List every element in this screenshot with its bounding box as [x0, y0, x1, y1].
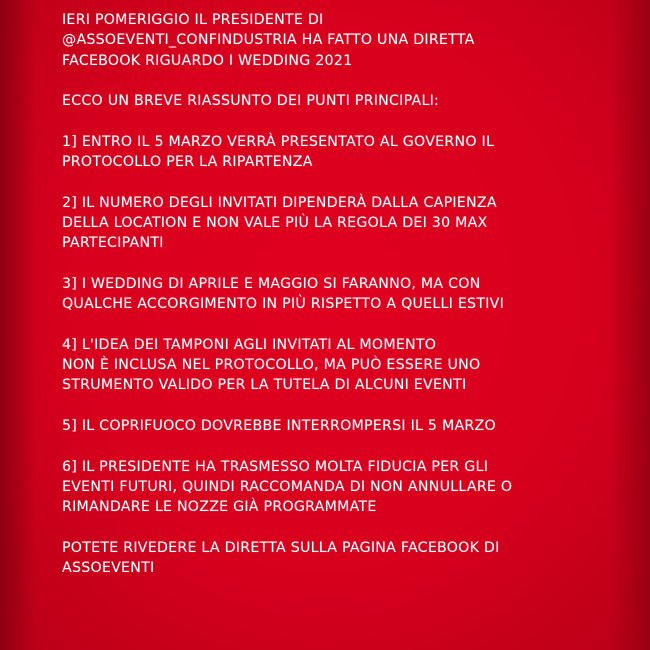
announcement-text	[62, 10, 602, 578]
intro-paragraph: IERI POMERIGGIO IL PRESIDENTE DI @ASSOEVENTI_CONFINDUSTRIA HA FATTO UNA DIRETTA FACEBOOK RIGUARDO I WEDDING 2021	[62, 12, 475, 69]
point-3: 3] I WEDDING DI APRILE E MAGGIO SI FARANNO, MA CON QUALCHE ACCORGIMENTO IN PIÙ RISPETTO A QUELLI ESTIVI	[62, 275, 505, 313]
summary-heading: ECCO UN BREVE RIASSUNTO DEI PUNTI PRINCIPALI:	[62, 93, 440, 110]
point-6: 6] IL PRESIDENTE HA TRASMESSO MOLTA FIDUCIA PER GLI EVENTI FUTURI, QUINDI RACCOMANDA DI NON ANNULLARE O RIMANDARE LE NOZZE GIÀ PROGRAMMATE	[62, 458, 513, 516]
point-4: 4] L'IDEA DEI TAMPONI AGLI INVITATI AL MOMENTO NON È INCLUSA NEL PROTOCOLLO, MA PUÒ ESSERE UNO STRUMENTO VALIDO PER LA TUTELA DI ALCUNI EVENTI	[62, 336, 481, 394]
point-1: 1] ENTRO IL 5 MARZO VERRÀ PRESENTATO AL GOVERNO IL PROTOCOLLO PER LA RIPARTENZA	[62, 133, 495, 171]
closing-paragraph: POTETE RIVEDERE LA DIRETTA SULLA PAGINA FACEBOOK DI ASSOEVENTI	[62, 539, 500, 577]
point-2: 2] IL NUMERO DEGLI INVITATI DIPENDERÀ DALLA CAPIENZA DELLA LOCATION E NON VALE PIÙ LA REGOLA DEI 30 MAX PARTECIPANTI	[62, 194, 497, 252]
point-5: 5] IL COPRIFUOCO DOVREBBE INTERROMPERSI IL 5 MARZO	[62, 417, 496, 434]
